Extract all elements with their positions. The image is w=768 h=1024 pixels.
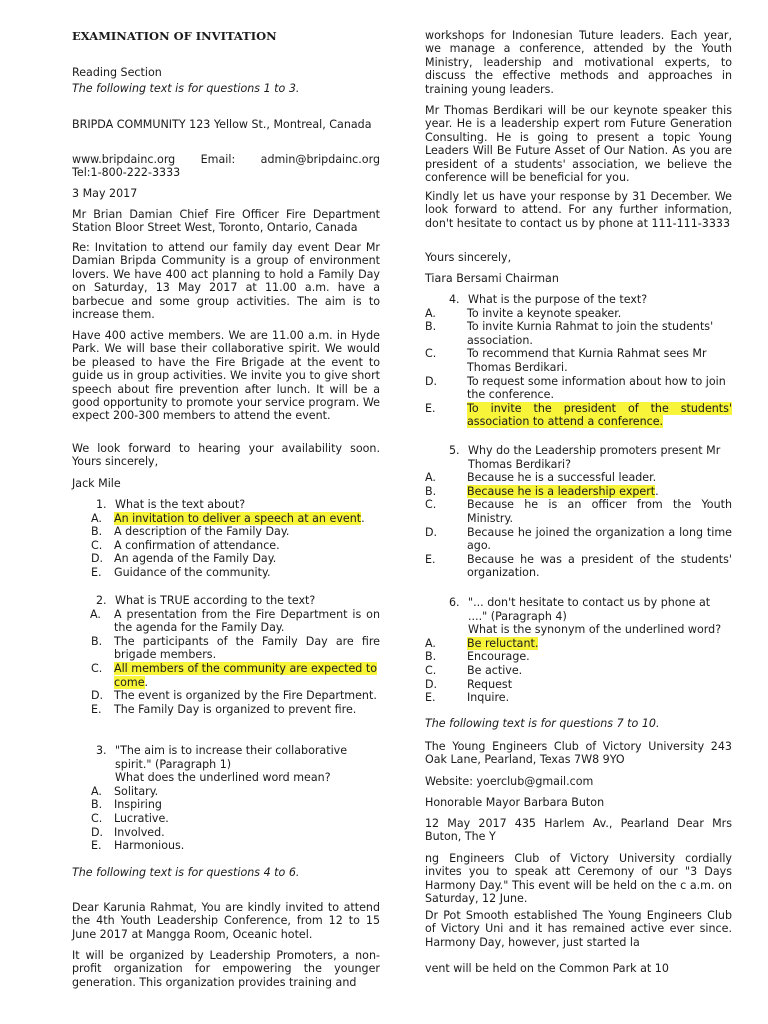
option-letter: E. xyxy=(425,691,436,705)
option-letter: A. xyxy=(91,511,102,525)
option-text: Guidance of the community. xyxy=(114,565,271,579)
option-text: Inspiring xyxy=(114,798,162,812)
option-text: To invite Kurnia Rahmat to join the students' association. xyxy=(467,320,714,347)
intro-questions-7-10: The following text is for questions 7 to 10. xyxy=(425,717,660,730)
option-text: Lucrative. xyxy=(114,811,169,825)
letter-paragraph-1: Re: Invitation to attend our family day event Dear Mr Damian Bripda Community is a group of environment lovers. We have 400 act planning to hold a Family Day on Saturday, 13 May 2017 at 11.00 a.m. have a barbecue and some group activities. The aim is to increase them. xyxy=(72,241,380,322)
option-text: Inquire. xyxy=(467,691,510,705)
option-text: Because he is an officer from the Youth Ministry. xyxy=(467,498,732,525)
option-letter: E. xyxy=(425,552,436,566)
question-number: 1. xyxy=(96,498,107,511)
option-letter: A. xyxy=(425,306,436,320)
option-letter: C. xyxy=(425,347,437,361)
option-trail: . xyxy=(144,675,149,689)
letter-paragraph-3: We look forward to hearing your availability soon. Yours sincerely, xyxy=(72,442,380,469)
option-letter: E. xyxy=(91,839,102,853)
option-trail: . xyxy=(655,484,659,498)
text-paragraph-6: workshops for Indonesian Tuture leaders. Each year, we manage a conference, attended by the Youth Ministry, leadership and motivational experts, to discuss the effective methods and approaches in training young leaders. xyxy=(425,29,732,96)
option-text: Solitary. xyxy=(114,784,159,798)
option-letter: B. xyxy=(425,320,437,334)
option-letter: A. xyxy=(425,636,436,650)
question-4 xyxy=(425,293,732,429)
question-number: 6. xyxy=(449,596,460,609)
option-letter: B. xyxy=(91,634,103,648)
option-letter: A. xyxy=(90,607,101,621)
question-number: 3. xyxy=(96,744,107,757)
question-3 xyxy=(72,744,380,853)
question-number: 4. xyxy=(449,293,460,306)
option-text: To invite a keynote speaker. xyxy=(467,306,622,320)
option-letter: C. xyxy=(91,538,103,552)
option-text: Because he joined the organization a long time ago. xyxy=(467,525,732,553)
question-1 xyxy=(72,498,380,580)
question-text: What is TRUE according to the text? xyxy=(115,594,316,607)
club-address: The Young Engineers Club of Victory University 243 Oak Lane, Pearland, Texas 7W8 9YO xyxy=(425,740,732,767)
question-text: What is the purpose of the text? xyxy=(468,293,648,306)
option-letter: B. xyxy=(91,798,103,812)
option-text: Request xyxy=(467,677,513,691)
option-letter: B. xyxy=(425,650,437,664)
intro-questions-4-6: The following text is for questions 4 to 6. xyxy=(72,866,300,879)
question-number: 2. xyxy=(96,594,107,607)
text-paragraph-5: It will be organized by Leadership Promoters, a non-profit organization for empowering the younger generation. This organization provides training and xyxy=(72,949,380,989)
question-6 xyxy=(425,596,732,705)
question-text: What is the text about? xyxy=(115,498,246,511)
option-letter: A. xyxy=(425,471,436,485)
option-text-highlighted: All members of the community are expected to come xyxy=(114,661,377,689)
option-letter: C. xyxy=(425,498,437,512)
option-text-highlighted: To invite the president of the students' association to attend a conference. xyxy=(467,401,732,429)
option-text: To request some information about how to join the conference. xyxy=(467,374,726,402)
section-label: Reading Section xyxy=(72,66,162,79)
option-letter: D. xyxy=(91,825,104,839)
letter-date: 3 May 2017 xyxy=(72,187,138,200)
question-2 xyxy=(72,594,380,716)
option-letter: C. xyxy=(425,663,437,677)
option-letter: E. xyxy=(91,565,102,579)
text-paragraph-8: Kindly let us have your response by 31 December. We look forward to attend. For any further information, don't hesitate to contact us by phone at 111-111-3333 xyxy=(425,190,732,230)
text-paragraph-7: Mr Thomas Berdikari will be our keynote speaker this year. He is a leadership expert rom Future Generation Consulting. He is going to present a topic Young Leaders Will Be Future Asset of Our Nation. As you are president of a students' association, we believe the conference will be beneficial for you. xyxy=(425,104,732,185)
text-paragraph-12: vent will be held on the Common Park at 10 xyxy=(425,962,669,975)
option-text: A presentation from the Fire Department is on the agenda for the Family Day. xyxy=(114,607,380,635)
option-letter: D. xyxy=(425,374,438,388)
option-text-highlighted: Be reluctant. xyxy=(467,636,539,650)
option-text: The event is organized by the Fire Department. xyxy=(114,689,377,703)
option-text: A confirmation of attendance. xyxy=(114,538,280,552)
option-letter: A. xyxy=(91,784,102,798)
intro-questions-1-3: The following text is for questions 1 to 3. xyxy=(72,82,300,95)
option-text: An agenda of the Family Day. xyxy=(114,552,277,566)
club-website: Website: yoerclub@gmail.com xyxy=(425,775,594,788)
option-text: Because he was a president of the students' organization. xyxy=(467,552,732,580)
option-text: Involved. xyxy=(114,825,165,839)
option-letter: B. xyxy=(91,525,103,539)
sender-address: BRIPDA COMMUNITY 123 Yellow St., Montreal, Canada xyxy=(72,118,372,131)
letter-signature-2: Tiara Bersami Chairman xyxy=(425,272,559,285)
document-title: EXAMINATION OF INVITATION xyxy=(72,29,277,43)
mayor-name: Honorable Mayor Barbara Buton xyxy=(425,796,605,809)
question-subtext: What is the synonym of the underlined word? xyxy=(468,623,722,637)
letter-signature: Jack Mile xyxy=(72,477,121,490)
text-paragraph-9: 12 May 2017 435 Harlem Av., Pearland Dear Mrs Buton, The Y xyxy=(425,817,732,844)
option-text-highlighted: Because he is a leadership expert xyxy=(467,484,656,498)
option-text: A description of the Family Day. xyxy=(114,525,290,539)
option-letter: E. xyxy=(425,401,436,415)
option-letter: D. xyxy=(425,525,438,539)
option-letter: B. xyxy=(425,484,437,498)
text-paragraph-11: Dr Pot Smooth established The Young Engineers Club of Victory Uni and it has remained active ever since. Harmony Day, however, just started la xyxy=(425,909,732,949)
option-letter: C. xyxy=(91,661,103,675)
option-text-highlighted: An invitation to deliver a speech at an event xyxy=(114,511,362,525)
question-number: 5. xyxy=(449,444,460,457)
option-text: To recommend that Kurnia Rahmat sees Mr Thomas Berdikari. xyxy=(467,347,707,374)
option-text: Harmonious. xyxy=(114,839,185,853)
option-text: Encourage. xyxy=(467,650,530,664)
option-letter: E. xyxy=(91,702,102,716)
option-letter: D. xyxy=(91,689,104,703)
question-text: Why do the Leadership promoters present Mr Thomas Berdikari? xyxy=(468,444,721,471)
option-letter: D. xyxy=(91,552,104,566)
option-text: The Family Day is organized to prevent fire. xyxy=(114,702,357,716)
recipient-address: Mr Brian Damian Chief Fire Officer Fire Department Station Bloor Street West, Toronto, Ontario, Canada xyxy=(72,208,380,235)
option-text: Because he is a successful leader. xyxy=(467,471,657,485)
question-subtext: What does the underlined word mean? xyxy=(115,771,331,785)
option-text: The participants of the Family Day are fire brigade members. xyxy=(114,634,380,662)
letter-closing: Yours sincerely, xyxy=(425,251,512,264)
question-text: "The aim is to increase their collaborative spirit." (Paragraph 1) xyxy=(115,744,348,771)
letter-paragraph-2: Have 400 active members. We are 11.00 a.m. in Hyde Park. We will base their collaborative spirit. We would be pleased to have the Fire Brigade at the event to guide us in group activities. We invite you to give short speech about fire prevention after lunch. It will be a good opportunity to promote your service program. We expect 200-300 members to attend the event. xyxy=(72,329,380,423)
question-text: "... don't hesitate to contact us by phone at ...." (Paragraph 4) xyxy=(468,596,711,623)
option-text: Be active. xyxy=(467,663,523,677)
option-letter: D. xyxy=(425,677,438,691)
sender-contact: www.bripdainc.org Email: admin@bripdainc.org Tel:1-800-222-3333 xyxy=(72,153,380,180)
text-paragraph-10: ng Engineers Club of Victory University cordially invites you to speak att Ceremony of our "3 Days Harmony Day." This event will be held on the c a.m. on Saturday, 12 June. xyxy=(425,852,732,906)
text-paragraph-4: Dear Karunia Rahmat, You are kindly invited to attend the 4th Youth Leadership Conference, from 12 to 15 June 2017 at Mangga Room, Oceanic hotel. xyxy=(72,901,380,941)
option-letter: C. xyxy=(91,811,103,825)
option-trail: . xyxy=(361,511,365,525)
question-5 xyxy=(425,444,732,580)
